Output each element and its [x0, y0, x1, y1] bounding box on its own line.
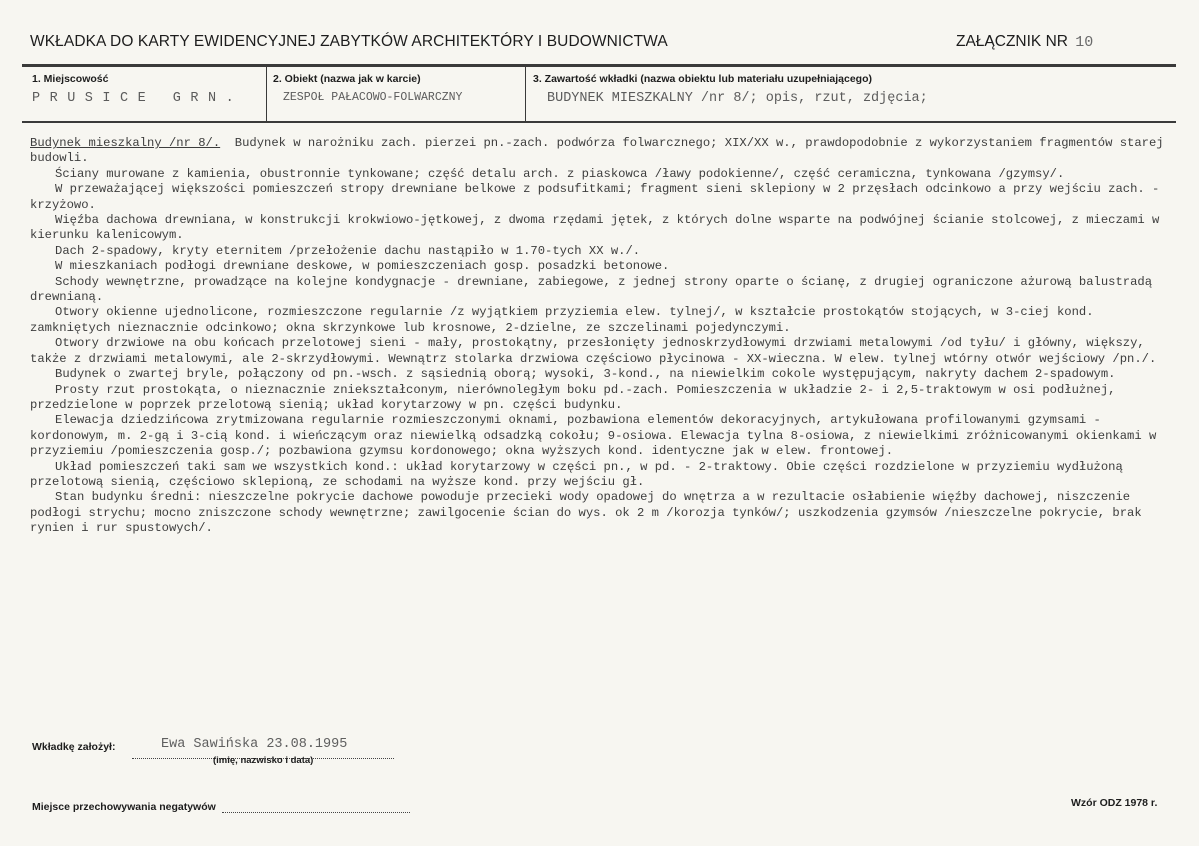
description-paragraph: W mieszkaniach podłogi drewniane deskowe, w pomieszczeniach gosp. posadzki betonowe.: [55, 259, 670, 274]
negatives-dotted-line: [222, 812, 410, 813]
description-paragraph: Budynek o zwartej bryle, połączony od pn.-wsch. z sąsiednią oborą; wysoki, 3-kond., na niewielkim cokole występującym, nakryty dachem 2-spadowym.: [55, 367, 1116, 382]
annex-label: [956, 33, 1093, 51]
description-paragraph: Prosty rzut prostokąta, o nieznacznie zniekształconym, nierównoległym boku pd.-zach. Pomieszczenia w układzie 2- i 2,5-traktowym w osi podłużnej, przedzielone w poprzek przelotową sienią; układ korytarzowy w pn. części budynku.: [30, 382, 1123, 412]
description-paragraph: Stan budynku średni: nieszczelne pokrycie dachowe powoduje przecieki wody opadowej do wnętrza a w rezultacie osłabienie więźby dachowej, niszczenie podłogi strychu; mocno zniszczone schody wewnętrzne; zawilgocenie ścian do wys. ok 2 m /korozja tynków/; uszkodzenia gzymsów /nieszczelne pokrycie, brak rynien i rur spustowych/.: [30, 490, 1150, 536]
annex-number: 10: [1075, 34, 1094, 51]
description-paragraph: Dach 2-spadowy, kryty eternitem /przełożenie dachu nastąpiło w 1.70-tych XX w./.: [55, 243, 641, 258]
content-value: BUDYNEK MIESZKALNY /nr 8/; opis, rzut, zdjęcia;: [547, 91, 928, 106]
description-paragraph: Ściany murowane z kamienia, obustronnie tynkowane; część detalu arch. z piaskowca /ławy podokienne/, część ceramiczna, tynkowana /gzymsy/.: [55, 166, 1065, 181]
form-title: WKŁADKA DO KARTY EWIDENCYJNEJ ZABYTKÓW ARCHITEKTÓRY I BUDOWNICTWA: [30, 33, 668, 50]
author-value: Ewa Sawińska 23.08.1995: [161, 737, 348, 752]
description-paragraph: [30, 136, 1178, 167]
author-label: Wkładkę założył:: [32, 741, 116, 753]
description-text: [30, 136, 1178, 537]
description-paragraph: W przeważającej większości pomieszczeń stropy drewniane belkowe z podsufitkami; fragment sieni sklepiony w 2 przęsłach odcinkowo a przy wejściu zach. - krzyżowo.: [30, 182, 1167, 212]
description-first-sentence: Budynek w narożniku zach. pierzei pn.-zach. podwórza folwarcznego; XIX/XX w., prawdopodobnie z wykorzystaniem fragmentów starej budowli.: [30, 136, 1171, 166]
annex-label-text: ZAŁĄCZNIK NR: [956, 33, 1068, 50]
description-paragraph: Schody wewnętrzne, prowadzące na kolejne kondygnacje - drewniane, zabiegowe, z jednej strony oparte o ścianę, z drugiej ograniczone ażurową balustradą drewnianą.: [30, 274, 1160, 305]
form-model-label: Wzór ODZ 1978 r.: [1071, 797, 1158, 809]
author-caption: (imię, nazwisko i data): [213, 755, 314, 766]
description-paragraph: Układ pomieszczeń taki sam we wszystkich kond.: układ korytarzowy w części pn., w pd. - 2-traktowy. Obie części rozdzielone w przyziemiu wydłużoną przelotową sienią, częściowo sklepioną, ze schodami na wyższe kond. przy wejściu gł.: [30, 459, 1131, 489]
field-divider-1: [266, 66, 267, 122]
object-value: ZESPOŁ PAŁACOWO-FOLWARCZNY: [283, 91, 463, 104]
place-label: 1. Miejscowość: [32, 73, 109, 85]
description-paragraph: Otwory okienne ujednolicone, rozmieszczone regularnie /z wyjątkiem przyziemia elew. tylnej/, w kształcie prostokątów stojących, w 3-ciej kond. zamkniętych nieznacznie odcinkowo; okna skrzynkowe lub krosnowe, 2-dzielne, ze szczelinami pojedynczymi.: [30, 305, 1101, 335]
place-value: PRUSICE GRN.: [32, 91, 244, 106]
header-rule-top: [22, 64, 1176, 67]
description-paragraph: Otwory drzwiowe na obu końcach przelotowej sieni - mały, prostokątny, przesłonięty jednoskrzydłowymi drzwiami metalowymi /od tyłu/ i główny, większy, także z drzwiami metalowymi, ale 2-skrzydłowymi. Wewnątrz stolarka drzwiowa częściowo płycinowa - XX-wieczna. W elew. tylnej wtórny otwór wejściowy /pn./.: [30, 336, 1157, 366]
description-paragraph: Elewacja dziedzińcowa zrytmizowana regularnie rozmieszczonymi oknami, pozbawiona elementów dekoracyjnych, artykułowana profilowanymi gzymsami - kordonowym, m. 2-gą i 3-cią kond. i wieńczącym oraz niewielką odsadzką cokołu; 9-osiowa. Elewacja tylna 8-osiowa, z niewielkimi zróżnicowanymi okienkami w przyziemiu /pomieszczenia gosp./; pozbawiona gzymsu kordonowego; okna wyższych kond. identyczne jak w elew. frontowej.: [30, 413, 1164, 459]
description-paragraph: Więźba dachowa drewniana, w konstrukcji krokwiowo-jętkowej, z dwoma rzędami jętek, z których dolne wsparte na podwójnej ścianie stolcowej, z mieczami w kierunku kalenicowym.: [30, 213, 1167, 243]
header-rule-bottom: [22, 121, 1176, 123]
description-title: Budynek mieszkalny /nr 8/.: [30, 136, 221, 150]
negatives-label: Miejsce przechowywania negatywów: [32, 801, 216, 813]
field-divider-2: [525, 66, 526, 122]
object-label: 2. Obiekt (nazwa jak w karcie): [273, 73, 421, 85]
content-label: 3. Zawartość wkładki (nazwa obiektu lub materiału uzupełniającego): [533, 73, 872, 85]
